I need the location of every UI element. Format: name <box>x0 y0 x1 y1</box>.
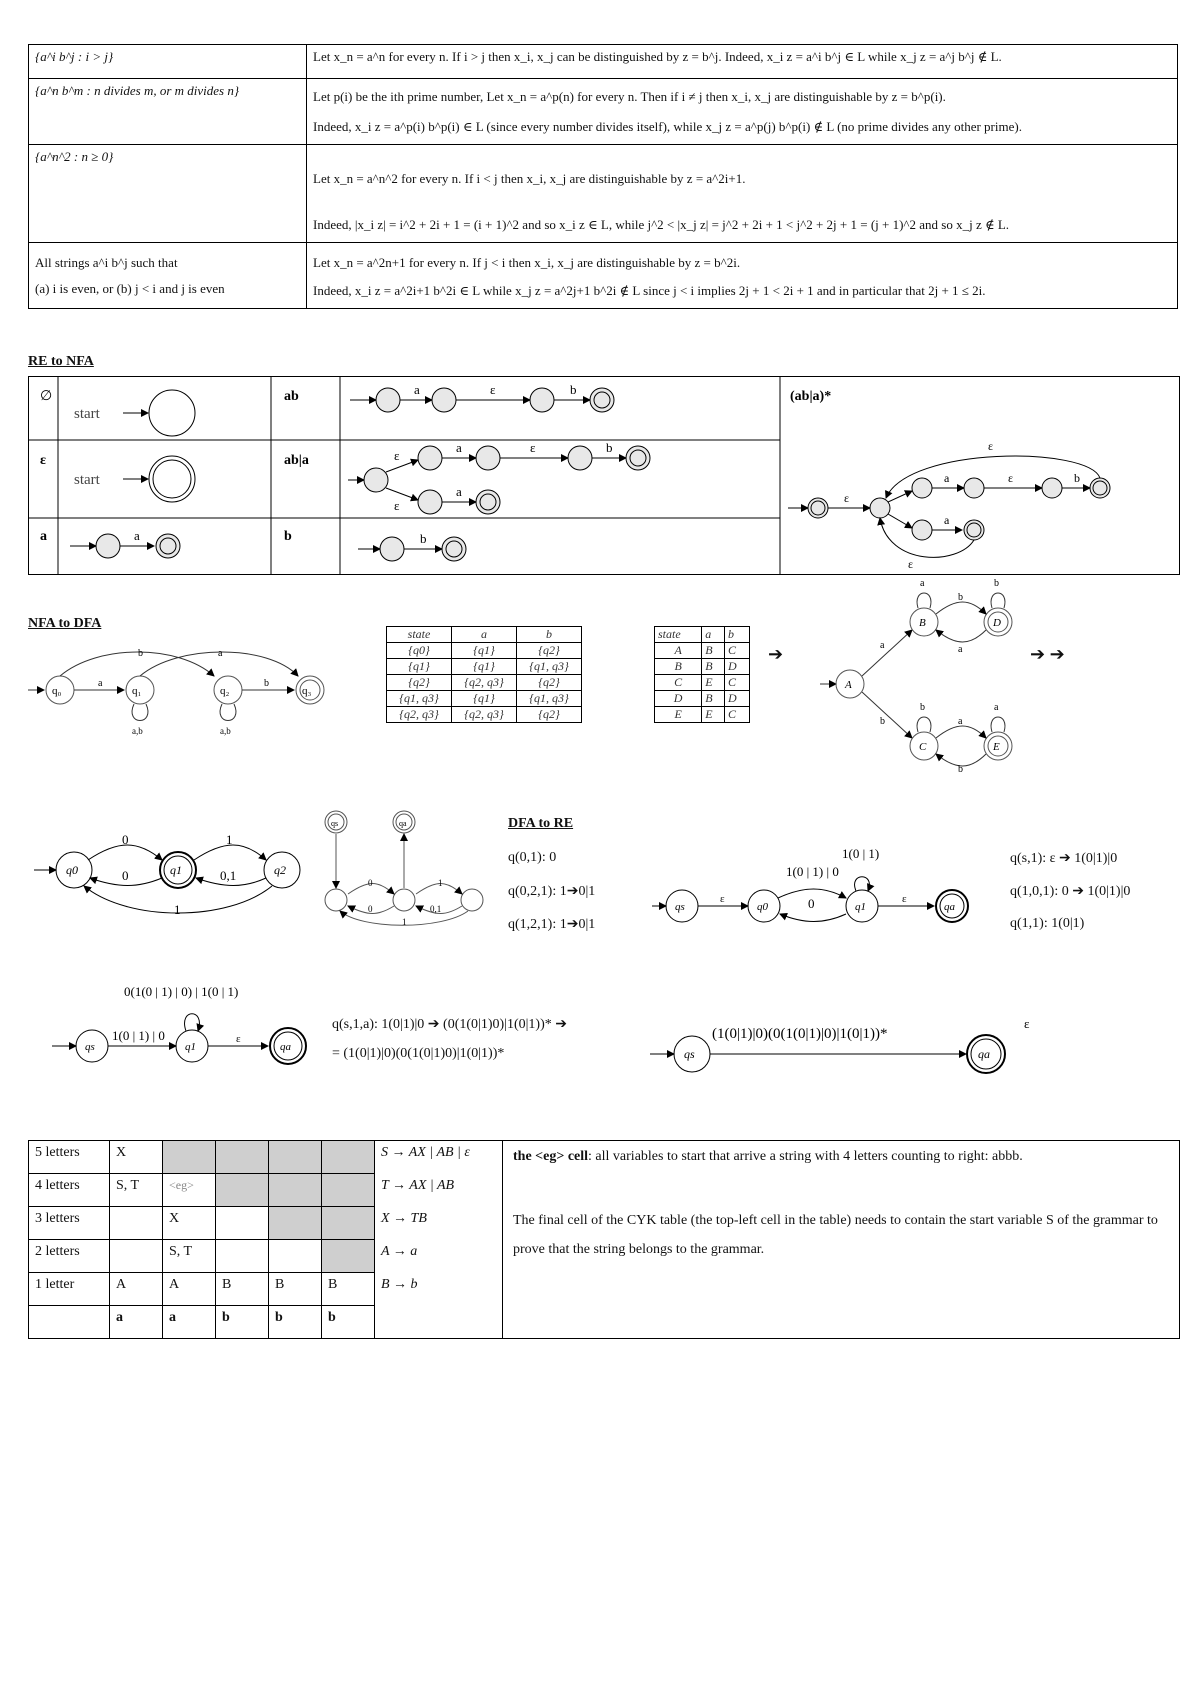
edge-label: a <box>134 528 140 543</box>
proof-text: Indeed, x_i z = a^p(i) b^p(i) ∈ L (since every number divides itself), while x_j z = a^p(j) b^p(i) ∉ L (no prime divides any other prime). <box>313 119 1022 134</box>
label-ab: ab <box>284 389 299 404</box>
edge-label: 0 <box>368 878 373 888</box>
loop-label: a,b <box>220 726 231 736</box>
edge-label: b <box>606 440 613 455</box>
loop-label: b <box>920 702 925 713</box>
edge-label: a <box>958 644 963 655</box>
edge-label: a <box>944 513 950 527</box>
table-cell: S, T <box>163 1240 216 1273</box>
dfa-table <box>654 626 750 723</box>
table-row <box>655 691 750 707</box>
dfa-re-steps-right <box>1010 850 1130 932</box>
edge-label: b <box>570 382 577 397</box>
step-text: q(0,1): 0 <box>508 850 557 865</box>
table-cell: {q1, q3} <box>517 691 582 707</box>
state-label: q0 <box>66 863 78 877</box>
table-cell: {q2, q3} <box>452 675 517 691</box>
edge-label: ε <box>720 893 725 905</box>
row-label: 3 letters <box>29 1207 110 1240</box>
edge-label: 1(0 | 1) | 0 <box>786 864 839 879</box>
elim-line: q(s,1,a): 1(0|1)|0 ➔ (0(1(0|1)0)|1(0|1))* ➔ <box>332 1017 567 1032</box>
section-title-dfa-re: DFA to RE <box>508 816 574 831</box>
edge-label: 1 <box>174 902 181 917</box>
table-cell: B <box>702 691 725 707</box>
table-cell: A <box>110 1273 163 1306</box>
section-title-re-nfa: RE to NFA <box>28 354 94 369</box>
dfa-re-elimination-text <box>332 1016 632 1062</box>
language-cell <box>29 243 307 309</box>
state-label: D <box>993 617 1001 629</box>
table-cell: {q1} <box>387 659 452 675</box>
table-cell: B <box>269 1273 322 1306</box>
edge-label: 0 <box>368 904 373 914</box>
table-cell-empty <box>322 1207 375 1240</box>
edge-label: 1(0 | 1) | 0 <box>112 1028 165 1043</box>
cyk-table <box>28 1140 1180 1339</box>
edge-label: ε <box>394 498 400 513</box>
col-header: a <box>452 627 517 643</box>
table-cell: {q1, q3} <box>517 659 582 675</box>
label-eps: ε <box>40 453 46 468</box>
row-label <box>29 1306 110 1339</box>
cyk-note-2: The final cell of the CYK table (the top-left cell in the table) needs to contain the start variable S of the grammar to prove that the string belongs to the grammar. <box>513 1212 1158 1258</box>
table-cell: b <box>216 1306 269 1339</box>
note-bold: the <eg> cell <box>513 1149 589 1164</box>
table-cell: D <box>655 691 702 707</box>
label-star: (ab|a)* <box>790 389 832 404</box>
table-cell <box>216 1240 269 1273</box>
state-label: q₃ <box>302 685 312 697</box>
table-row <box>29 1141 1180 1174</box>
cyk-note <box>503 1141 1180 1339</box>
table-cell <box>216 1207 269 1240</box>
dfa-gnfa-diagram <box>322 808 492 928</box>
table-cell-empty <box>216 1174 269 1207</box>
edge-label: ε <box>530 440 536 455</box>
table-cell: D <box>725 659 750 675</box>
grammar-cell-empty <box>375 1306 503 1339</box>
step-text: q(s,1): ε ➔ 1(0|1)|0 <box>1010 851 1118 866</box>
nfa-a-diagram <box>70 528 180 558</box>
table-row <box>387 659 582 675</box>
table-cell: C <box>725 675 750 691</box>
col-header: state <box>387 627 452 643</box>
edge-label: a <box>218 648 223 659</box>
step-text: q(1,0,1): 0 ➔ 1(0|1)|0 <box>1010 884 1131 899</box>
step-text: q(0,2,1): 1➔0|1 <box>508 884 596 899</box>
edge-label: 0,1 <box>220 868 237 883</box>
table-cell: {q2} <box>517 643 582 659</box>
edge-label: 1 <box>438 878 443 888</box>
table-row <box>387 675 582 691</box>
edge-label: 0 <box>808 896 815 911</box>
table-cell: C <box>725 643 750 659</box>
arrow-icon: ➔ <box>768 644 784 664</box>
state-label: q₁ <box>132 685 142 697</box>
state-label: E <box>993 741 1000 753</box>
grammar-rule: B → b <box>375 1273 503 1306</box>
edge-label: 0 <box>122 868 129 883</box>
edge-label: ε <box>1008 471 1014 485</box>
cyk-note-line <box>513 1149 1169 1166</box>
edge-label: a <box>944 471 950 485</box>
state-label: qs <box>331 819 339 828</box>
grammar-rule: T → AX | AB <box>375 1174 503 1207</box>
col-header: b <box>517 627 582 643</box>
table-cell: S, T <box>110 1174 163 1207</box>
table-cell: {q1} <box>452 659 517 675</box>
table-cell: a <box>110 1306 163 1339</box>
state-label: qa <box>280 1041 291 1053</box>
proof-text: Let x_n = a^n for every n. If i > j then x_i, x_j can be distinguished by z = b^j. Indeed, x_i z = a^i b^j ∈ L while x_j z = a^j b^j ∉ L. <box>313 49 1002 64</box>
row-label: 1 letter <box>29 1273 110 1306</box>
table-cell-empty <box>269 1174 322 1207</box>
label-ab-or-a: ab|a <box>284 453 309 468</box>
grammar-rule: X → TB <box>375 1207 503 1240</box>
table-cell: {q0} <box>387 643 452 659</box>
table-row <box>387 707 582 723</box>
table-header-row <box>655 627 750 643</box>
state-label: qa <box>944 901 955 913</box>
proof-cell <box>307 79 1178 145</box>
state-label: q1 <box>185 1041 196 1053</box>
table-cell: B <box>216 1273 269 1306</box>
state-label: C <box>919 741 927 753</box>
table-cell: D <box>725 691 750 707</box>
edge-label: 0 <box>122 832 129 847</box>
edge-label: (1(0|1)|0)(0(1(0|1)|0)|1(0|1))* <box>712 1026 888 1042</box>
proof-cell <box>307 45 1178 79</box>
state-label: q0 <box>757 901 768 913</box>
loop-label: a,b <box>132 726 143 736</box>
edge-label: 0,1 <box>430 904 442 914</box>
proof-text: Let p(i) be the ith prime number, Let x_n = a^p(n) for every n. Then if i ≠ j then x_i, x_j are distinguishable by z = b^p(i). <box>313 89 946 104</box>
language-text: (a) i is even, or (b) j < i and j is even <box>35 281 225 296</box>
table-cell <box>269 1240 322 1273</box>
table-cell-empty <box>269 1207 322 1240</box>
proof-cell <box>307 145 1178 243</box>
loop-label: 1(0 | 1) <box>842 846 880 861</box>
grammar-rule: A → a <box>375 1240 503 1273</box>
state-label: q1 <box>855 901 866 913</box>
table-cell: {q1} <box>452 643 517 659</box>
dfa-q0-q1-q2-diagram <box>28 822 318 922</box>
edge-label: 1 <box>226 832 233 847</box>
edge-label: b <box>1074 471 1080 485</box>
edge-label: a <box>456 440 462 455</box>
table-cell: C <box>655 675 702 691</box>
loop-label: a <box>994 702 999 713</box>
dfa-re-loop-diagram <box>50 980 330 1070</box>
state-label: qs <box>675 901 685 913</box>
grammar-rule: S → AX | AB | ε <box>375 1141 503 1174</box>
row-label: 5 letters <box>29 1141 110 1174</box>
edge-label: a <box>414 382 420 397</box>
loop-label: a <box>920 578 925 589</box>
proof-text: Indeed, |x_i z| = i^2 + 2i + 1 = (i + 1)^2 and so x_i z ∈ L, while j^2 < |x_j z| = j^2 + 2i + 1 < j^2 + 2j + 1 = (j + 1)^2 and so x_j z ∉ L. <box>313 217 1010 232</box>
state-label: qs <box>85 1041 95 1053</box>
table-cell-empty <box>322 1141 375 1174</box>
table-cell: B <box>322 1273 375 1306</box>
state-label: qa <box>399 819 407 828</box>
col-header: a <box>702 627 725 643</box>
nfa-eps-diagram <box>74 456 195 502</box>
re-to-nfa-table <box>28 376 1180 576</box>
edge-label: b <box>958 764 963 774</box>
edge-label: ε <box>1024 1016 1030 1031</box>
state-label: qs <box>684 1047 695 1061</box>
nfa-empty-diagram <box>74 390 195 436</box>
table-cell: {q1} <box>452 691 517 707</box>
table-cell: {q2, q3} <box>452 707 517 723</box>
state-label: q2 <box>274 863 286 877</box>
nfa-diagram <box>28 646 328 736</box>
edge-label: b <box>264 678 269 689</box>
nfa-ab-diagram <box>350 382 614 412</box>
state-label: B <box>919 617 926 629</box>
label-empty: ∅ <box>40 389 53 404</box>
final-re-diagram <box>650 1012 1050 1096</box>
nfa-ab-or-a-diagram <box>348 440 650 514</box>
start-label: start <box>74 406 100 422</box>
state-label: qa <box>978 1047 990 1061</box>
step-text: q(1,1): 1(0|1) <box>1010 916 1085 931</box>
edge-label: a <box>98 678 103 689</box>
edge-label: ε <box>908 557 914 571</box>
table-cell <box>110 1240 163 1273</box>
table-cell: C <box>725 707 750 723</box>
table-row <box>29 145 1178 243</box>
table-cell: {q2} <box>387 675 452 691</box>
proof-cell <box>307 243 1178 309</box>
language-cell <box>29 45 307 79</box>
elim-line: = (1(0|1)|0)(0(1(0|1)0)|1(0|1))* <box>332 1046 505 1061</box>
table-cell: X <box>163 1207 216 1240</box>
table-row <box>29 243 1178 309</box>
language-text: {a^n^2 : n ≥ 0} <box>35 149 114 164</box>
edge-label: ε <box>902 893 907 905</box>
edge-label: ε <box>988 439 994 453</box>
table-cell: {q2} <box>517 675 582 691</box>
table-row <box>29 79 1178 145</box>
subset-table <box>386 626 582 723</box>
table-row <box>655 675 750 691</box>
language-text: {a^i b^j : i > j} <box>35 49 114 64</box>
section-title-nfa-dfa: NFA to DFA <box>28 616 102 631</box>
edge-label: ε <box>844 491 850 505</box>
nfa-b-diagram <box>358 531 466 561</box>
table-cell: B <box>702 643 725 659</box>
table-row <box>387 691 582 707</box>
loop-label: b <box>994 578 999 589</box>
edge-label: b <box>880 716 885 727</box>
state-label: q1 <box>170 863 182 877</box>
table-cell: B <box>655 659 702 675</box>
table-row <box>655 659 750 675</box>
table-cell: E <box>702 675 725 691</box>
language-text: {a^n b^m : n divides m, or m divides n} <box>35 83 240 98</box>
table-row <box>655 707 750 723</box>
proof-text: Let x_n = a^n^2 for every n. If i < j then x_i, x_j are distinguishable by z = a^2i+1. <box>313 171 746 186</box>
table-cell: b <box>269 1306 322 1339</box>
table-cell: A <box>163 1273 216 1306</box>
table-row <box>29 45 1178 79</box>
dfa-diagram <box>820 578 1040 774</box>
edge-label: ε <box>394 448 400 463</box>
edge-label: 1 <box>402 917 407 927</box>
start-label: start <box>74 472 100 488</box>
language-cell <box>29 79 307 145</box>
state-label: q₀ <box>52 685 62 697</box>
label-a: a <box>40 529 47 544</box>
table-cell: E <box>702 707 725 723</box>
edge-label: b <box>958 592 963 603</box>
distinguishability-table <box>28 44 1178 309</box>
table-cell-empty <box>269 1141 322 1174</box>
table-cell: B <box>702 659 725 675</box>
table-cell: {q2, q3} <box>387 707 452 723</box>
table-row <box>387 643 582 659</box>
edge-label: b <box>420 531 427 546</box>
table-cell: b <box>322 1306 375 1339</box>
table-cell: {q1, q3} <box>387 691 452 707</box>
table-cell-eg: <eg> <box>163 1174 216 1207</box>
proof-text: Let x_n = a^2n+1 for every n. If j < i then x_i, x_j are distinguishable by z = b^2i. <box>313 255 741 270</box>
table-header-row <box>387 627 582 643</box>
proof-text: Indeed, x_i z = a^2i+1 b^2i ∈ L while x_j z = a^2j+1 b^2i ∉ L since j < i implies 2j + 1 < 2i + 1 and in particular that 2j + 1 ≤ 2i. <box>313 283 986 298</box>
table-cell: E <box>655 707 702 723</box>
edge-label: ε <box>236 1033 241 1045</box>
note-text: : all variables to start that arrive a string with 4 letters counting to right: abbb. <box>588 1149 1023 1164</box>
table-cell-empty <box>216 1141 269 1174</box>
dfa-re-steps-left <box>508 850 595 933</box>
label-b: b <box>284 529 292 544</box>
language-cell <box>29 145 307 243</box>
edge-label: b <box>138 648 143 659</box>
edge-label: a <box>880 640 885 651</box>
nfa-star-diagram <box>788 439 1110 571</box>
state-label: q₂ <box>220 685 230 697</box>
table-cell: X <box>110 1141 163 1174</box>
dfa-re-elimination-diagram <box>644 844 984 928</box>
table-cell: a <box>163 1306 216 1339</box>
col-header: b <box>725 627 750 643</box>
row-label: 4 letters <box>29 1174 110 1207</box>
step-text: q(1,2,1): 1➔0|1 <box>508 917 596 932</box>
edge-label: a <box>456 484 462 499</box>
table-cell <box>110 1207 163 1240</box>
table-cell-empty <box>322 1240 375 1273</box>
language-text: All strings a^i b^j such that <box>35 255 178 270</box>
double-arrow-icon: ➔ ➔ <box>1030 644 1065 664</box>
row-label: 2 letters <box>29 1240 110 1273</box>
edge-label: a <box>958 716 963 727</box>
table-cell: A <box>655 643 702 659</box>
table-cell-empty <box>322 1174 375 1207</box>
state-label: A <box>845 679 852 691</box>
col-header: state <box>655 627 702 643</box>
table-row <box>655 643 750 659</box>
table-cell-empty <box>163 1141 216 1174</box>
loop-label: 0(1(0 | 1) | 0) | 1(0 | 1) <box>124 984 239 999</box>
edge-label: ε <box>490 382 496 397</box>
table-cell: {q2} <box>517 707 582 723</box>
